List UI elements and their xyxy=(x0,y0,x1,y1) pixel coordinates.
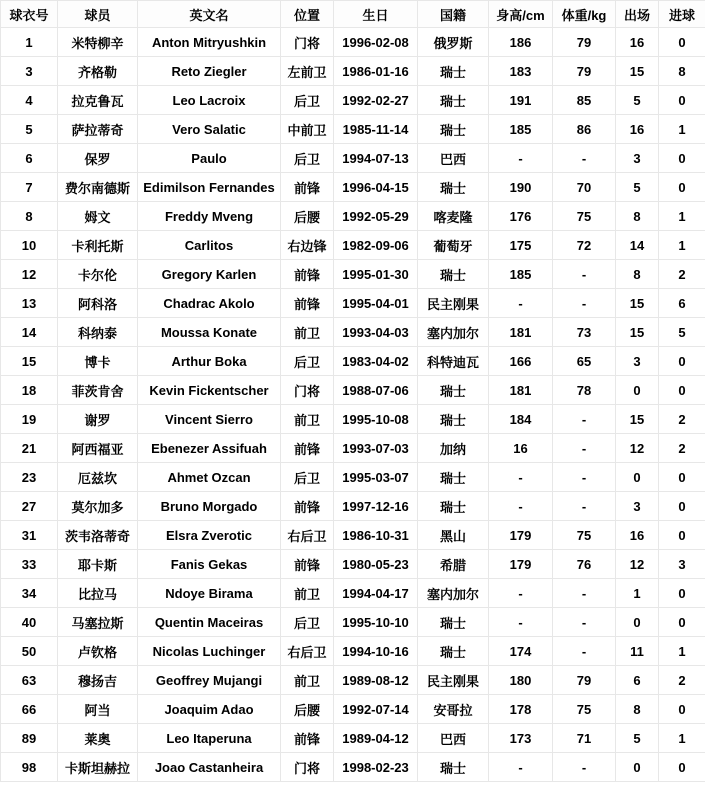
cell-position: 前锋 xyxy=(281,434,334,463)
cell-name_cn: 马塞拉斯 xyxy=(58,608,138,637)
cell-name_en: Ebenezer Assifuah xyxy=(138,434,281,463)
cell-weight: 85 xyxy=(553,86,616,115)
cell-position: 后卫 xyxy=(281,144,334,173)
cell-weight: 76 xyxy=(553,550,616,579)
table-row xyxy=(1,405,705,434)
cell-goals: 3 xyxy=(659,550,705,579)
cell-number: 50 xyxy=(1,637,58,666)
cell-appearances: 3 xyxy=(616,347,659,376)
cell-number: 98 xyxy=(1,753,58,782)
cell-weight: - xyxy=(553,260,616,289)
cell-number: 31 xyxy=(1,521,58,550)
cell-appearances: 16 xyxy=(616,115,659,144)
cell-appearances: 6 xyxy=(616,666,659,695)
cell-height: - xyxy=(489,289,553,318)
table-row xyxy=(1,144,705,173)
cell-nationality: 瑞士 xyxy=(418,57,489,86)
cell-birthday: 1996-02-08 xyxy=(334,28,418,57)
cell-appearances: 1 xyxy=(616,579,659,608)
table-row xyxy=(1,347,705,376)
cell-height: 166 xyxy=(489,347,553,376)
cell-number: 18 xyxy=(1,376,58,405)
cell-nationality: 瑞士 xyxy=(418,637,489,666)
cell-appearances: 11 xyxy=(616,637,659,666)
cell-position: 门将 xyxy=(281,376,334,405)
cell-number: 12 xyxy=(1,260,58,289)
table-row xyxy=(1,637,705,666)
cell-goals: 2 xyxy=(659,434,705,463)
table-header xyxy=(1,1,705,28)
table-row xyxy=(1,521,705,550)
cell-height: 178 xyxy=(489,695,553,724)
cell-height: - xyxy=(489,492,553,521)
cell-goals: 6 xyxy=(659,289,705,318)
cell-appearances: 15 xyxy=(616,318,659,347)
cell-number: 19 xyxy=(1,405,58,434)
cell-number: 13 xyxy=(1,289,58,318)
cell-appearances: 0 xyxy=(616,463,659,492)
cell-weight: 75 xyxy=(553,202,616,231)
cell-name_cn: 姆文 xyxy=(58,202,138,231)
cell-position: 前锋 xyxy=(281,724,334,753)
cell-position: 后卫 xyxy=(281,608,334,637)
column-header-name_cn: 球员 xyxy=(58,1,138,28)
cell-height: - xyxy=(489,463,553,492)
table-row xyxy=(1,434,705,463)
cell-nationality: 塞内加尔 xyxy=(418,579,489,608)
cell-number: 8 xyxy=(1,202,58,231)
cell-name_en: Ahmet Ozcan xyxy=(138,463,281,492)
cell-nationality: 希腊 xyxy=(418,550,489,579)
cell-name_cn: 卡尔伦 xyxy=(58,260,138,289)
cell-weight: 78 xyxy=(553,376,616,405)
cell-appearances: 15 xyxy=(616,289,659,318)
cell-nationality: 葡萄牙 xyxy=(418,231,489,260)
cell-number: 10 xyxy=(1,231,58,260)
table-row xyxy=(1,28,705,57)
cell-name_en: Vincent Sierro xyxy=(138,405,281,434)
cell-name_cn: 茨韦洛蒂奇 xyxy=(58,521,138,550)
cell-number: 27 xyxy=(1,492,58,521)
cell-appearances: 0 xyxy=(616,376,659,405)
cell-number: 63 xyxy=(1,666,58,695)
cell-nationality: 巴西 xyxy=(418,144,489,173)
cell-height: 190 xyxy=(489,173,553,202)
cell-height: 179 xyxy=(489,521,553,550)
cell-number: 4 xyxy=(1,86,58,115)
cell-height: - xyxy=(489,579,553,608)
cell-height: - xyxy=(489,753,553,782)
cell-name_cn: 卢钦格 xyxy=(58,637,138,666)
column-header-number: 球衣号 xyxy=(1,1,58,28)
cell-birthday: 1995-03-07 xyxy=(334,463,418,492)
cell-weight: - xyxy=(553,144,616,173)
cell-name_cn: 穆扬吉 xyxy=(58,666,138,695)
cell-weight: - xyxy=(553,608,616,637)
cell-nationality: 塞内加尔 xyxy=(418,318,489,347)
column-header-position: 位置 xyxy=(281,1,334,28)
cell-number: 21 xyxy=(1,434,58,463)
cell-height: 185 xyxy=(489,260,553,289)
cell-goals: 1 xyxy=(659,115,705,144)
cell-birthday: 1996-04-15 xyxy=(334,173,418,202)
cell-name_en: Bruno Morgado xyxy=(138,492,281,521)
cell-birthday: 1992-07-14 xyxy=(334,695,418,724)
cell-position: 前锋 xyxy=(281,173,334,202)
table-row xyxy=(1,173,705,202)
cell-nationality: 科特迪瓦 xyxy=(418,347,489,376)
cell-position: 后卫 xyxy=(281,463,334,492)
cell-weight: - xyxy=(553,405,616,434)
cell-birthday: 1993-07-03 xyxy=(334,434,418,463)
cell-weight: - xyxy=(553,463,616,492)
cell-name_en: Reto Ziegler xyxy=(138,57,281,86)
cell-nationality: 瑞士 xyxy=(418,492,489,521)
cell-name_cn: 耶卡斯 xyxy=(58,550,138,579)
cell-weight: 65 xyxy=(553,347,616,376)
cell-nationality: 安哥拉 xyxy=(418,695,489,724)
cell-position: 前锋 xyxy=(281,260,334,289)
cell-name_en: Anton Mitryushkin xyxy=(138,28,281,57)
cell-birthday: 1994-10-16 xyxy=(334,637,418,666)
cell-birthday: 1997-12-16 xyxy=(334,492,418,521)
cell-number: 34 xyxy=(1,579,58,608)
cell-height: 186 xyxy=(489,28,553,57)
cell-number: 40 xyxy=(1,608,58,637)
cell-birthday: 1995-10-08 xyxy=(334,405,418,434)
cell-name_cn: 萨拉蒂奇 xyxy=(58,115,138,144)
cell-appearances: 3 xyxy=(616,144,659,173)
cell-name_cn: 卡斯坦赫拉 xyxy=(58,753,138,782)
cell-birthday: 1994-07-13 xyxy=(334,144,418,173)
cell-number: 3 xyxy=(1,57,58,86)
cell-name_cn: 保罗 xyxy=(58,144,138,173)
column-header-name_en: 英文名 xyxy=(138,1,281,28)
cell-goals: 1 xyxy=(659,202,705,231)
cell-birthday: 1982-09-06 xyxy=(334,231,418,260)
cell-birthday: 1989-04-12 xyxy=(334,724,418,753)
cell-birthday: 1992-02-27 xyxy=(334,86,418,115)
table-row xyxy=(1,318,705,347)
cell-position: 前锋 xyxy=(281,289,334,318)
cell-nationality: 瑞士 xyxy=(418,463,489,492)
cell-position: 后腰 xyxy=(281,202,334,231)
cell-number: 66 xyxy=(1,695,58,724)
cell-nationality: 瑞士 xyxy=(418,405,489,434)
cell-goals: 0 xyxy=(659,144,705,173)
cell-goals: 0 xyxy=(659,579,705,608)
cell-name_cn: 科纳泰 xyxy=(58,318,138,347)
cell-weight: 79 xyxy=(553,666,616,695)
table-row xyxy=(1,289,705,318)
cell-name_en: Joaquim Adao xyxy=(138,695,281,724)
table-row xyxy=(1,57,705,86)
cell-goals: 2 xyxy=(659,260,705,289)
cell-goals: 0 xyxy=(659,608,705,637)
cell-number: 15 xyxy=(1,347,58,376)
cell-number: 6 xyxy=(1,144,58,173)
column-header-weight: 体重/kg xyxy=(553,1,616,28)
cell-position: 前卫 xyxy=(281,579,334,608)
cell-weight: - xyxy=(553,579,616,608)
cell-name_en: Kevin Fickentscher xyxy=(138,376,281,405)
cell-goals: 0 xyxy=(659,173,705,202)
cell-number: 33 xyxy=(1,550,58,579)
table-row xyxy=(1,753,705,782)
cell-goals: 0 xyxy=(659,347,705,376)
cell-number: 7 xyxy=(1,173,58,202)
cell-appearances: 8 xyxy=(616,260,659,289)
cell-birthday: 1995-10-10 xyxy=(334,608,418,637)
cell-nationality: 瑞士 xyxy=(418,115,489,144)
cell-position: 右边锋 xyxy=(281,231,334,260)
cell-name_en: Quentin Maceiras xyxy=(138,608,281,637)
cell-height: 181 xyxy=(489,318,553,347)
cell-appearances: 16 xyxy=(616,28,659,57)
cell-nationality: 瑞士 xyxy=(418,376,489,405)
cell-weight: 75 xyxy=(553,695,616,724)
cell-number: 23 xyxy=(1,463,58,492)
table-row xyxy=(1,463,705,492)
cell-birthday: 1986-10-31 xyxy=(334,521,418,550)
table-row xyxy=(1,231,705,260)
cell-goals: 1 xyxy=(659,637,705,666)
cell-appearances: 15 xyxy=(616,405,659,434)
cell-goals: 0 xyxy=(659,463,705,492)
cell-name_cn: 莱奥 xyxy=(58,724,138,753)
table-row xyxy=(1,666,705,695)
cell-goals: 0 xyxy=(659,753,705,782)
column-header-nationality: 国籍 xyxy=(418,1,489,28)
cell-goals: 0 xyxy=(659,695,705,724)
cell-name_en: Edimilson Fernandes xyxy=(138,173,281,202)
cell-name_en: Ndoye Birama xyxy=(138,579,281,608)
cell-name_en: Paulo xyxy=(138,144,281,173)
cell-appearances: 0 xyxy=(616,753,659,782)
cell-name_en: Leo Itaperuna xyxy=(138,724,281,753)
cell-height: 16 xyxy=(489,434,553,463)
cell-position: 前卫 xyxy=(281,666,334,695)
cell-goals: 5 xyxy=(659,318,705,347)
cell-nationality: 加纳 xyxy=(418,434,489,463)
cell-appearances: 12 xyxy=(616,434,659,463)
cell-nationality: 俄罗斯 xyxy=(418,28,489,57)
table-row xyxy=(1,550,705,579)
cell-appearances: 14 xyxy=(616,231,659,260)
cell-height: 179 xyxy=(489,550,553,579)
cell-position: 右后卫 xyxy=(281,637,334,666)
cell-goals: 1 xyxy=(659,724,705,753)
cell-height: 174 xyxy=(489,637,553,666)
cell-position: 前锋 xyxy=(281,550,334,579)
cell-position: 门将 xyxy=(281,753,334,782)
cell-name_cn: 厄兹坎 xyxy=(58,463,138,492)
cell-name_cn: 齐格勒 xyxy=(58,57,138,86)
cell-name_en: Carlitos xyxy=(138,231,281,260)
cell-name_cn: 博卡 xyxy=(58,347,138,376)
cell-nationality: 喀麦隆 xyxy=(418,202,489,231)
cell-name_en: Gregory Karlen xyxy=(138,260,281,289)
cell-weight: - xyxy=(553,492,616,521)
cell-name_en: Geoffrey Mujangi xyxy=(138,666,281,695)
cell-position: 前卫 xyxy=(281,405,334,434)
cell-goals: 1 xyxy=(659,231,705,260)
cell-name_cn: 菲茨肯舍 xyxy=(58,376,138,405)
cell-weight: 79 xyxy=(553,57,616,86)
cell-birthday: 1995-01-30 xyxy=(334,260,418,289)
table-row xyxy=(1,724,705,753)
table-row xyxy=(1,115,705,144)
cell-position: 后卫 xyxy=(281,347,334,376)
table-row xyxy=(1,376,705,405)
cell-nationality: 民主刚果 xyxy=(418,289,489,318)
column-header-appearances: 出场 xyxy=(616,1,659,28)
cell-birthday: 1995-04-01 xyxy=(334,289,418,318)
cell-nationality: 瑞士 xyxy=(418,753,489,782)
cell-height: 191 xyxy=(489,86,553,115)
cell-appearances: 16 xyxy=(616,521,659,550)
cell-goals: 2 xyxy=(659,405,705,434)
column-header-height: 身高/cm xyxy=(489,1,553,28)
cell-name_cn: 莫尔加多 xyxy=(58,492,138,521)
cell-position: 前卫 xyxy=(281,318,334,347)
cell-weight: - xyxy=(553,289,616,318)
cell-appearances: 12 xyxy=(616,550,659,579)
cell-name_en: Elsra Zverotic xyxy=(138,521,281,550)
cell-birthday: 1983-04-02 xyxy=(334,347,418,376)
cell-nationality: 巴西 xyxy=(418,724,489,753)
cell-position: 门将 xyxy=(281,28,334,57)
cell-nationality: 瑞士 xyxy=(418,260,489,289)
cell-height: 181 xyxy=(489,376,553,405)
cell-weight: 73 xyxy=(553,318,616,347)
column-header-birthday: 生日 xyxy=(334,1,418,28)
cell-birthday: 1980-05-23 xyxy=(334,550,418,579)
cell-nationality: 瑞士 xyxy=(418,173,489,202)
cell-appearances: 5 xyxy=(616,86,659,115)
cell-name_en: Leo Lacroix xyxy=(138,86,281,115)
cell-goals: 0 xyxy=(659,86,705,115)
cell-birthday: 1998-02-23 xyxy=(334,753,418,782)
cell-name_en: Nicolas Luchinger xyxy=(138,637,281,666)
cell-number: 89 xyxy=(1,724,58,753)
cell-goals: 2 xyxy=(659,666,705,695)
cell-name_en: Moussa Konate xyxy=(138,318,281,347)
cell-name_en: Chadrac Akolo xyxy=(138,289,281,318)
cell-nationality: 民主刚果 xyxy=(418,666,489,695)
cell-birthday: 1993-04-03 xyxy=(334,318,418,347)
cell-weight: 71 xyxy=(553,724,616,753)
cell-weight: 79 xyxy=(553,28,616,57)
cell-nationality: 瑞士 xyxy=(418,86,489,115)
cell-goals: 0 xyxy=(659,492,705,521)
cell-birthday: 1989-08-12 xyxy=(334,666,418,695)
cell-height: 173 xyxy=(489,724,553,753)
cell-birthday: 1988-07-06 xyxy=(334,376,418,405)
cell-goals: 0 xyxy=(659,521,705,550)
cell-weight: 86 xyxy=(553,115,616,144)
table-row xyxy=(1,202,705,231)
cell-birthday: 1985-11-14 xyxy=(334,115,418,144)
cell-name_en: Fanis Gekas xyxy=(138,550,281,579)
cell-height: 185 xyxy=(489,115,553,144)
cell-weight: 72 xyxy=(553,231,616,260)
cell-name_cn: 拉克鲁瓦 xyxy=(58,86,138,115)
cell-name_cn: 卡利托斯 xyxy=(58,231,138,260)
cell-name_en: Vero Salatic xyxy=(138,115,281,144)
table-row xyxy=(1,86,705,115)
cell-weight: 75 xyxy=(553,521,616,550)
cell-position: 左前卫 xyxy=(281,57,334,86)
cell-appearances: 8 xyxy=(616,695,659,724)
cell-name_en: Arthur Boka xyxy=(138,347,281,376)
cell-height: 183 xyxy=(489,57,553,86)
cell-height: 184 xyxy=(489,405,553,434)
cell-appearances: 0 xyxy=(616,608,659,637)
cell-height: 176 xyxy=(489,202,553,231)
cell-weight: - xyxy=(553,434,616,463)
cell-number: 5 xyxy=(1,115,58,144)
cell-goals: 8 xyxy=(659,57,705,86)
cell-name_cn: 费尔南德斯 xyxy=(58,173,138,202)
table-row xyxy=(1,579,705,608)
cell-name_cn: 阿西福亚 xyxy=(58,434,138,463)
cell-goals: 0 xyxy=(659,376,705,405)
header-row xyxy=(1,1,705,28)
cell-name_cn: 阿科洛 xyxy=(58,289,138,318)
cell-nationality: 黑山 xyxy=(418,521,489,550)
cell-name_cn: 米特柳辛 xyxy=(58,28,138,57)
cell-appearances: 5 xyxy=(616,724,659,753)
cell-name_cn: 比拉马 xyxy=(58,579,138,608)
cell-weight: 70 xyxy=(553,173,616,202)
cell-name_cn: 阿当 xyxy=(58,695,138,724)
table-row xyxy=(1,492,705,521)
cell-position: 后卫 xyxy=(281,86,334,115)
cell-birthday: 1986-01-16 xyxy=(334,57,418,86)
cell-height: - xyxy=(489,144,553,173)
cell-weight: - xyxy=(553,753,616,782)
cell-appearances: 5 xyxy=(616,173,659,202)
cell-appearances: 8 xyxy=(616,202,659,231)
cell-number: 1 xyxy=(1,28,58,57)
table-row xyxy=(1,695,705,724)
cell-name_en: Freddy Mveng xyxy=(138,202,281,231)
cell-birthday: 1994-04-17 xyxy=(334,579,418,608)
cell-name_en: Joao Castanheira xyxy=(138,753,281,782)
table-row xyxy=(1,260,705,289)
cell-height: 180 xyxy=(489,666,553,695)
cell-number: 14 xyxy=(1,318,58,347)
cell-height: 175 xyxy=(489,231,553,260)
cell-birthday: 1992-05-29 xyxy=(334,202,418,231)
cell-appearances: 3 xyxy=(616,492,659,521)
cell-position: 右后卫 xyxy=(281,521,334,550)
cell-position: 中前卫 xyxy=(281,115,334,144)
cell-weight: - xyxy=(553,637,616,666)
cell-position: 前锋 xyxy=(281,492,334,521)
column-header-goals: 进球 xyxy=(659,1,705,28)
table-row xyxy=(1,608,705,637)
cell-height: - xyxy=(489,608,553,637)
cell-position: 后腰 xyxy=(281,695,334,724)
cell-name_cn: 谢罗 xyxy=(58,405,138,434)
cell-goals: 0 xyxy=(659,28,705,57)
cell-nationality: 瑞士 xyxy=(418,608,489,637)
cell-appearances: 15 xyxy=(616,57,659,86)
